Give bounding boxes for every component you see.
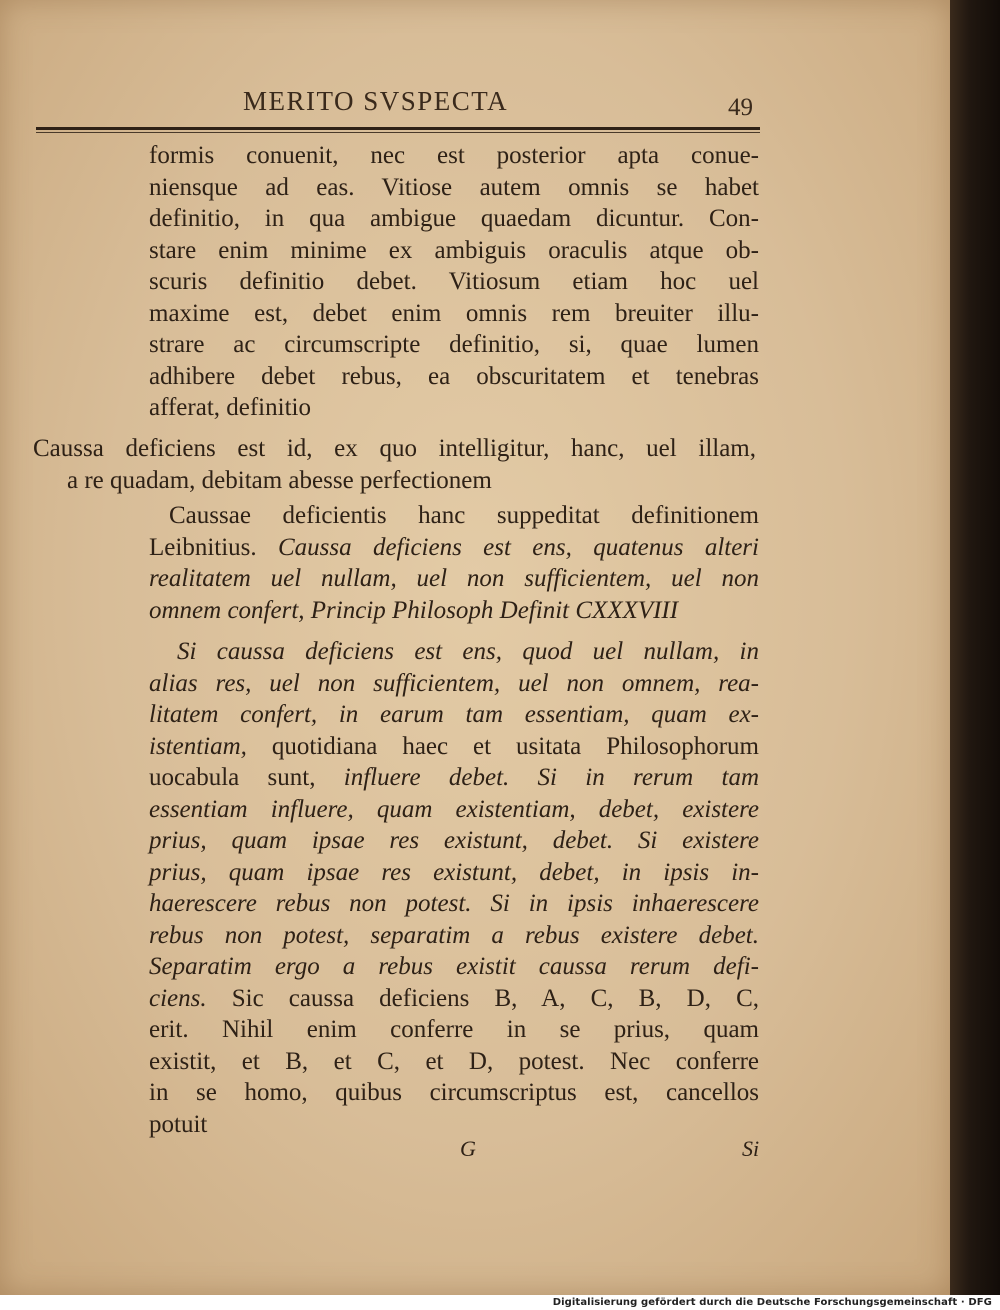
text-roman: Caussae deficientis hanc suppeditat definitionem [169,502,759,529]
text-italic: ciens. [149,984,232,1012]
text-line: Caussa deficiens est id, ex quo intelligitur, hanc, uel illam, [33,435,756,462]
text-italic: litatem confert, in earum tam essentiam, quam ex- [149,701,759,728]
text-roman: erit. Nihil enim conferre in se prius, quam [149,1016,759,1043]
text-line [149,731,759,763]
text-italic: rebus non potest, separatim a rebus existere debet. [149,921,759,949]
text-italic: essentiam influere, quam existentiam, debet, existere [149,795,759,823]
text-roman: uocabula sunt, [149,764,344,791]
paragraph-4-argument [149,636,759,1140]
header-rule-thin [36,132,760,133]
text-line: stare enim minime ex ambiguis oraculis atque ob- [149,236,759,264]
dfg-credit-text: Digitalisierung gefördert durch die Deutsche Forschungsgemeinschaft · DFG [552,1297,992,1308]
text-italic: alias res, uel non sufficientem, uel non omnem, rea- [149,669,759,697]
text-line: definitio, in qua ambigue quaedam dicuntur. Con- [149,205,759,232]
text-line [149,1077,759,1109]
text-line: a re quadam, debitam abesse perfectionem [67,466,492,494]
text-italic: influere debet. Si in rerum tam [343,764,759,791]
text-roman: Sic caussa deficiens B, A, C, B, D, C, [231,984,759,1012]
text-italic: Si caussa deficiens est ens, quod uel nullam, in [177,638,759,665]
text-roman: existit, et B, et C, et D, potest. Nec conferre [149,1047,759,1075]
text-roman: potuit [149,1110,208,1138]
text-line [149,636,759,668]
text-line [149,595,759,627]
text-line [149,1046,759,1078]
text-italic: Caussa deficiens est ens, quatenus alteri [277,533,759,561]
text-italic: istentiam, [149,732,272,760]
text-line [149,825,759,857]
text-line [149,857,759,889]
text-italic: Separatim ergo a rebus existit caussa rerum defi- [149,953,759,980]
text-line [149,1014,759,1046]
header-rule [36,127,760,130]
text-line [149,794,759,826]
text-line: niensque ad eas. Vitiose autem omnis se habet [149,173,759,201]
text-line [149,1109,759,1141]
text-line [149,500,759,532]
text-line [149,762,759,794]
text-line: maxime est, debet enim omnis rem breuiter illu- [149,299,759,327]
paragraph-3-leibnitius [149,500,759,626]
text-line [149,563,759,595]
text-line: adhibere debet rebus, ea obscuritatem et tenebras [149,362,759,390]
text-roman: quotidiana haec et usitata Philosophorum [271,732,759,760]
text-roman: in se homo, quibus circumscriptus est, cancellos [149,1079,759,1106]
text-italic: prius, quam ipsae res existunt, debet, in ipsis in- [149,858,759,886]
text-italic: haerescere rebus non potest. Si in ipsis inhaerescere [149,890,759,917]
page-number: 49 [728,94,753,121]
text-roman: Leibnitius. [149,533,278,561]
paragraph-1 [149,140,759,424]
text-line: strare ac circumscripte definitio, si, quae lumen [149,331,759,358]
text-line [149,699,759,731]
catchword: Si [742,1136,760,1161]
running-header-title: MERITO SVSPECTA [243,86,509,116]
text-line [149,888,759,920]
text-line: scuris definitio debet. Vitiosum etiam hoc uel [149,268,759,295]
text-line [149,951,759,983]
text-italic: prius, quam ipsae res existunt, debet. Si existere [149,827,759,854]
text-line: afferat, definitio [149,394,311,421]
text-line [149,532,759,564]
text-italic: realitatem uel nullam, uel non sufficientem, uel non [149,565,759,592]
text-italic: omnem confert, Princip Philosoph Definit CXXXVIII [149,596,679,624]
text-line [149,983,759,1015]
text-line: formis conuenit, nec est posterior apta conue- [149,142,759,169]
paragraph-2-definition [33,433,756,496]
text-line [149,668,759,700]
signature-mark: G [460,1136,476,1161]
text-line [149,920,759,952]
page-edge-shadow [950,0,1000,1295]
